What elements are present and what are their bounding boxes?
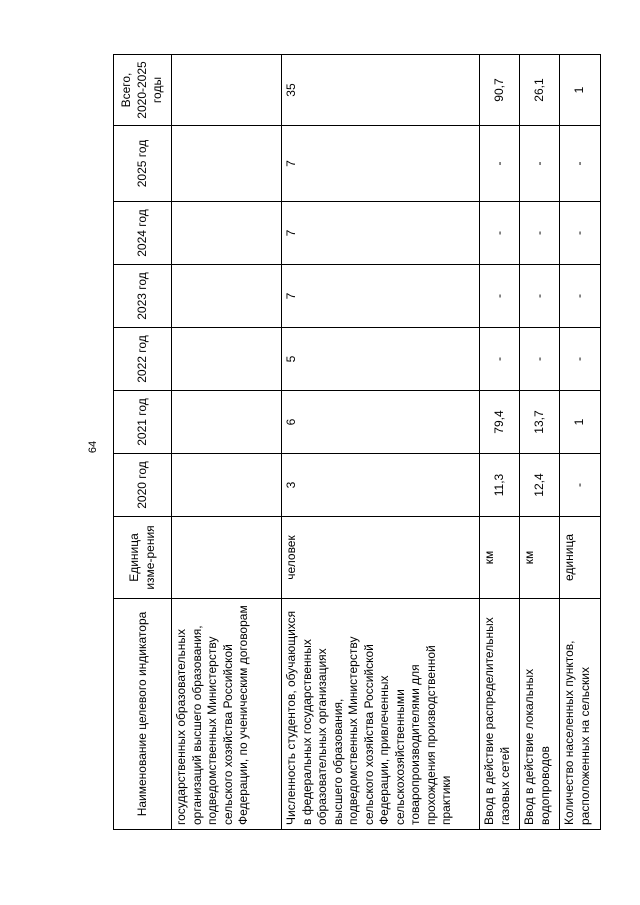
header-2023: 2023 год [114,265,172,328]
row-2024 [172,202,282,265]
row-2024: 7 [282,202,480,265]
row-unit: человек [282,517,480,599]
target-indicators-table [113,54,601,830]
row-2022: - [520,328,560,391]
row-2023 [172,265,282,328]
row-2022: - [560,328,601,391]
row-name: Ввод в действие локальных водопроводов [520,599,560,830]
row-total: 1 [560,55,601,126]
row-unit: единица [560,517,601,599]
row-2022: 5 [282,328,480,391]
row-2024: - [560,202,601,265]
row-unit [172,517,282,599]
table-row [560,55,601,830]
row-2021 [172,391,282,454]
row-total [172,55,282,126]
row-2025 [172,126,282,202]
header-2021: 2021 год [114,391,172,454]
row-2024: - [480,202,520,265]
row-2023: - [560,265,601,328]
header-name: Наименование целевого индикатора [114,599,172,830]
table-row [172,55,282,830]
row-2022 [172,328,282,391]
rotated-table-container [113,55,600,830]
header-unit: Единица изме-рения [114,517,172,599]
header-total: Всего, 2020-2025 годы [114,55,172,126]
row-2021: 79,4 [480,391,520,454]
row-2025: - [520,126,560,202]
row-2020: 12,4 [520,454,560,517]
row-name: Численность студентов, обучающихся в федеральных государственных образовательных организациях высшего образования, подведомственных Министерству сельского хозяйства Российской Федерации, привлеченных сельскохозяйственными товаропроизводителями для прохождения производственной практики [282,599,480,830]
row-2025: - [480,126,520,202]
row-2022: - [480,328,520,391]
row-2025: 7 [282,126,480,202]
row-2020: 11,3 [480,454,520,517]
table-row [480,55,520,830]
row-2024: - [520,202,560,265]
row-2023: 7 [282,265,480,328]
row-total: 26,1 [520,55,560,126]
page-number: 64 [87,440,99,454]
row-name: государственных образовательных организаций высшего образования, подведомственных Министерству сельского хозяйства Российской Федерации, по ученическим договорам [172,599,282,830]
row-unit: км [480,517,520,599]
row-2020: - [560,454,601,517]
row-2023: - [480,265,520,328]
table-row [520,55,560,830]
header-2022: 2022 год [114,328,172,391]
table-header-row [114,55,172,830]
row-total: 90,7 [480,55,520,126]
row-total: 35 [282,55,480,126]
header-2024: 2024 год [114,202,172,265]
row-unit: км [520,517,560,599]
header-2020: 2020 год [114,454,172,517]
row-2021: 6 [282,391,480,454]
row-2020 [172,454,282,517]
row-name: Количество населенных пунктов, расположенных на сельских [560,599,601,830]
row-2020: 3 [282,454,480,517]
row-2021: 13,7 [520,391,560,454]
row-2023: - [520,265,560,328]
row-name: Ввод в действие распределительных газовых сетей [480,599,520,830]
row-2021: 1 [560,391,601,454]
header-2025: 2025 год [114,126,172,202]
row-2025: - [560,126,601,202]
table-row [282,55,480,830]
